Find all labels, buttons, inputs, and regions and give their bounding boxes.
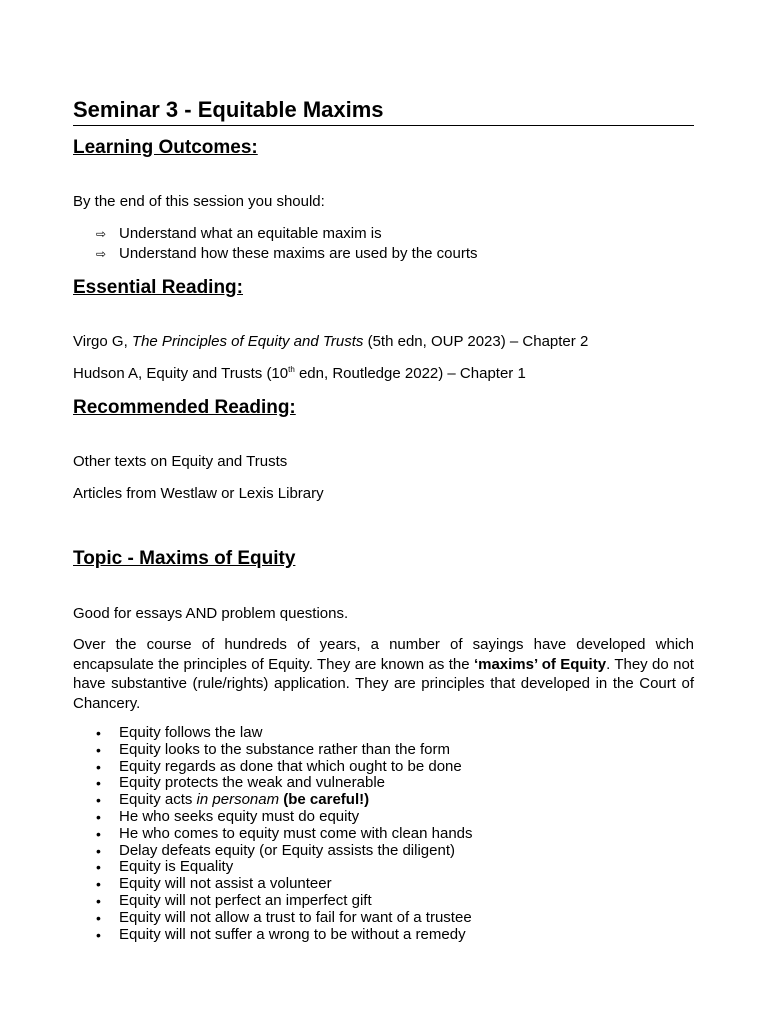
list-item	[96, 893, 473, 910]
maxim-text: Equity is Equality	[119, 858, 234, 876]
list-item	[96, 826, 473, 843]
maxim-text: He who comes to equity must come with clean hands	[119, 824, 473, 842]
list-item	[96, 910, 473, 927]
maxim-text: Equity protects the weak and vulnerable	[119, 774, 385, 792]
maxim-text: Equity will not suffer a wrong to be without a remedy	[119, 925, 466, 943]
list-item	[96, 792, 473, 809]
right-arrow-icon: ⇨	[96, 247, 107, 261]
topic-heading: Topic - Maxims of Equity	[73, 548, 296, 569]
paragraph-text: Over the course of hundreds of years, a number of sayings have developed which encapsulate the principles of Equity. They are known as the	[73, 636, 694, 673]
list-item	[96, 775, 473, 792]
recommended-reading-heading: Recommended Reading:	[73, 397, 296, 418]
maxim-text: Delay defeats equity (or Equity assists the diligent)	[119, 841, 455, 859]
maxim-text: Equity will not allow a trust to fail for want of a trustee	[119, 908, 472, 926]
bullet-icon: •	[96, 758, 101, 775]
list-item	[96, 759, 473, 776]
paragraph-emphasis: ‘maxims’ of Equity	[473, 655, 607, 673]
maxim-warning: (be careful!)	[279, 791, 370, 809]
reading-details: (5th edn, OUP 2023) – Chapter 2	[363, 333, 589, 350]
list-item	[96, 224, 478, 244]
topic-intro: Good for essays AND problem questions.	[73, 605, 349, 622]
maxims-list	[96, 725, 473, 943]
maxim-text: Equity will not perfect an imperfect gift	[119, 891, 372, 909]
maxim-text: Equity follows the law	[119, 724, 263, 741]
bullet-icon: •	[96, 892, 101, 909]
right-arrow-icon: ⇨	[96, 227, 107, 241]
bullet-icon: •	[96, 808, 101, 825]
list-item	[96, 876, 473, 893]
recommended-item: Articles from Westlaw or Lexis Library	[73, 485, 324, 502]
bullet-icon: •	[96, 725, 101, 741]
bullet-icon: •	[96, 926, 101, 943]
list-item	[96, 843, 473, 860]
list-item	[96, 809, 473, 826]
page-title: Seminar 3 - Equitable Maxims	[73, 96, 694, 126]
reading-virgo	[73, 332, 588, 352]
bullet-icon: •	[96, 775, 101, 792]
reading-author: Virgo G,	[73, 333, 132, 350]
bullet-icon: •	[96, 859, 101, 876]
bullet-icon: •	[96, 741, 101, 758]
essential-reading-heading: Essential Reading:	[73, 277, 243, 298]
reading-hudson	[73, 364, 526, 384]
list-item	[96, 244, 478, 264]
bullet-icon: •	[96, 876, 101, 893]
list-item	[96, 859, 473, 876]
list-item	[96, 725, 473, 742]
bullet-icon: •	[96, 842, 101, 859]
learning-outcomes-list	[96, 224, 478, 264]
list-item-text: Understand what an equitable maxim is	[119, 225, 382, 242]
maxim-text: Equity looks to the substance rather than the form	[119, 740, 451, 758]
learning-outcomes-heading: Learning Outcomes:	[73, 137, 258, 158]
recommended-item: Other texts on Equity and Trusts	[73, 453, 288, 470]
bullet-icon: •	[96, 792, 101, 809]
reading-superscript: th	[288, 365, 295, 374]
topic-paragraph	[73, 635, 694, 713]
maxim-italic: in personam	[196, 791, 280, 809]
maxim-text: He who seeks equity must do equity	[119, 807, 360, 825]
reading-book-title: The Principles of Equity and Trusts	[131, 333, 364, 350]
list-item-text: Understand how these maxims are used by the courts	[119, 245, 478, 262]
learning-intro: By the end of this session you should:	[73, 193, 325, 210]
list-item	[96, 742, 473, 759]
reading-author: Hudson A, Equity and Trusts (10	[73, 365, 289, 382]
paragraph-text: . They do not have substantive (rule/rights) application. They are principles that developed in the Court of Chancery.	[73, 655, 694, 712]
bullet-icon: •	[96, 825, 101, 842]
bullet-icon: •	[96, 909, 101, 926]
list-item	[96, 927, 473, 944]
reading-details: edn, Routledge 2022) – Chapter 1	[294, 365, 526, 382]
maxim-text: Equity acts	[119, 791, 197, 809]
maxim-text: Equity regards as done that which ought to be done	[119, 757, 462, 775]
maxim-text: Equity will not assist a volunteer	[119, 875, 332, 893]
